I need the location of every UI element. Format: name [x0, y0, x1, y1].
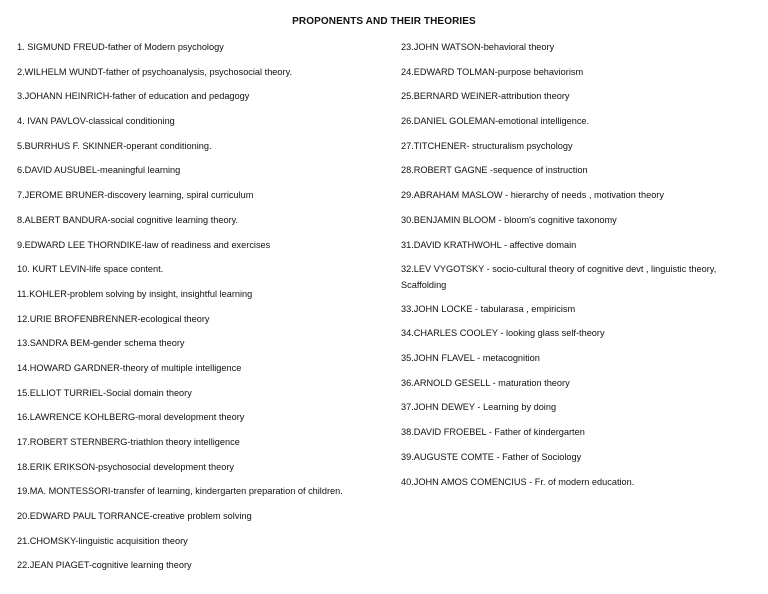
list-item: 17.ROBERT STERNBERG-triathlon theory intelligence	[17, 437, 240, 447]
list-item: 37.JOHN DEWEY - Learning by doing	[401, 402, 557, 413]
list-item: 9.EDWARD LEE THORNDIKE-law of readiness and exercises	[17, 239, 271, 250]
list-item: 33.JOHN LOCKE - tabularasa , empiricism	[401, 303, 576, 314]
list-item: 13.SANDRA BEM-gender schema theory	[17, 338, 185, 349]
list-item: 39.AUGUSTE COMTE - Father of Sociology	[401, 451, 582, 462]
list-item: 8.ALBERT BANDURA-social cognitive learning theory.	[17, 214, 239, 225]
list-item: 28.ROBERT GAGNE -sequence of instruction	[401, 165, 588, 176]
list-item: 12.URIE BROFENBRENNER-ecological theory	[17, 313, 210, 324]
page-title: PROPONENTS AND THEIR THEORIES	[292, 16, 476, 27]
list-item: 14.HOWARD GARDNER-theory of multiple intelligence	[17, 362, 242, 373]
list-item: 2.WILHELM WUNDT-father of psychoanalysis, psychosocial theory.	[17, 66, 293, 77]
list-item: 22.JEAN PIAGET-cognitive learning theory	[17, 560, 192, 571]
list-item: 25.BERNARD WEINER-attribution theory	[401, 91, 570, 102]
list-item: 4. IVAN PAVLOV-classical conditioning	[17, 116, 175, 127]
list-item: 16.LAWRENCE KOHLBERG-moral development theory	[17, 412, 245, 423]
list-item: 7.JEROME BRUNER-discovery learning, spiral curriculum	[17, 190, 254, 201]
list-item: 38.DAVID FROEBEL - Father of kindergarten	[401, 427, 585, 438]
list-item: 34.CHARLES COOLEY - looking glass self-theory	[401, 328, 605, 339]
list-item: 24.EDWARD TOLMAN-purpose behaviorism	[401, 66, 584, 77]
list-item: 20.EDWARD PAUL TORRANCE-creative problem solving	[17, 511, 252, 522]
list-item: 21.CHOMSKY-linguistic acquisition theory	[17, 535, 188, 546]
list-item: 35.JOHN FLAVEL - metacognition	[401, 353, 540, 364]
list-item: 3.JOHANN HEINRICH-father of education and pedagogy	[17, 91, 250, 102]
list-item: 5.BURRHUS F. SKINNER-operant conditioning.	[17, 140, 212, 151]
list-item: 18.ERIK ERIKSON-psychosocial development theory	[17, 461, 235, 472]
list-item: 26.DANIEL GOLEMAN-emotional intelligence.	[401, 116, 590, 127]
left-column-list	[17, 40, 387, 583]
list-item: 32.LEV VYGOTSKY - socio-cultural theory of cognitive devt , linguistic theory, Scaffolding	[401, 264, 717, 290]
list-item: 29.ABRAHAM MASLOW - hierarchy of needs , motivation theory	[401, 190, 664, 201]
list-item: 11.KOHLER-problem solving by insight, insightful learning	[17, 288, 253, 299]
list-item: 10. KURT LEVIN-life space content.	[17, 264, 164, 275]
list-item: 31.DAVID KRATHWOHL - affective domain	[401, 239, 577, 250]
list-item: 23.JOHN WATSON-behavioral theory	[401, 42, 555, 52]
list-item: 19.MA. MONTESSORI-transfer of learning, kindergarten preparation of children.	[17, 486, 343, 497]
list-item: 6.DAVID AUSUBEL-meaningful learning	[17, 165, 181, 176]
list-item: 40.JOHN AMOS COMENCIUS - Fr. of modern education.	[401, 476, 635, 487]
list-item: 15.ELLIOT TURRIEL-Social domain theory	[17, 387, 192, 398]
list-item: 30.BENJAMIN BLOOM - bloom's cognitive taxonomy	[401, 214, 617, 225]
list-item: 1. SIGMUND FREUD-father of Modern psychology	[17, 42, 224, 52]
right-column-list	[401, 40, 741, 499]
list-item: 27.TITCHENER- structuralism psychology	[401, 140, 573, 151]
list-item: 36.ARNOLD GESELL - maturation theory	[401, 377, 570, 388]
